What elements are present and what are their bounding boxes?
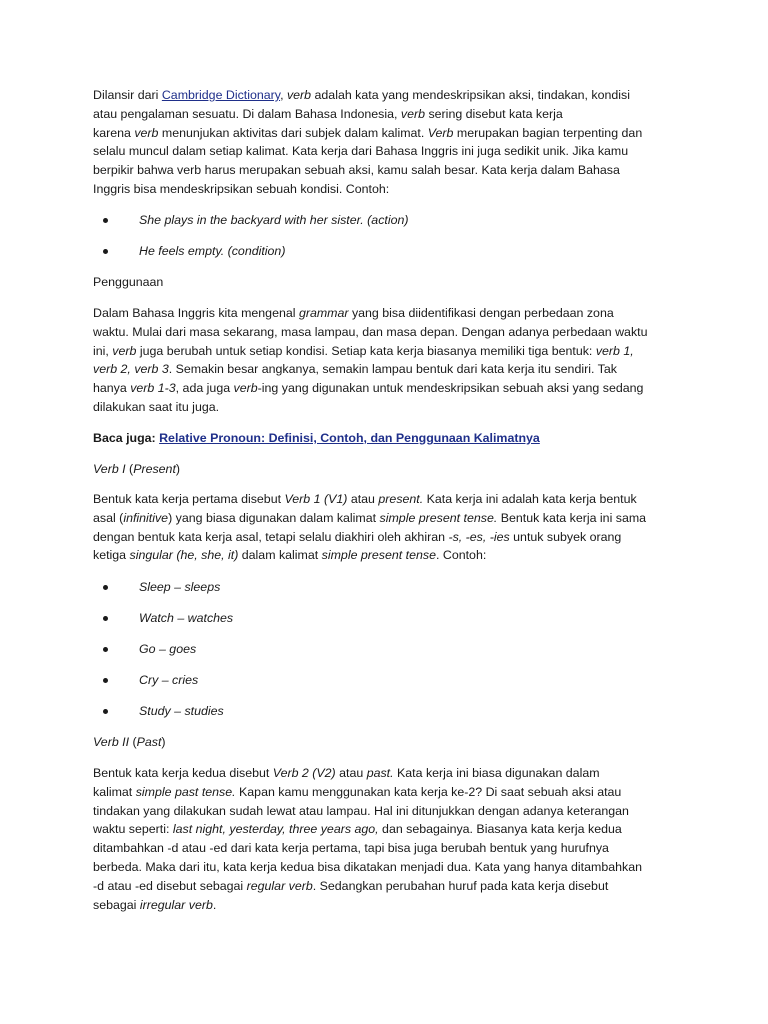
example-text: She plays in the backyard with her sister. (action) bbox=[139, 213, 409, 227]
text: . bbox=[212, 897, 217, 912]
text: ) yang biasa digunakan dalam kalimat bbox=[168, 510, 380, 525]
text: selalu muncul dalam setiap kalimat. Kata kerja dari Bahasa Inggris ini juga sedikit unik. Jika kamu bbox=[93, 144, 629, 159]
text: Inggris bisa mendeskripsikan sebuah kondisi. Contoh: bbox=[93, 181, 390, 196]
text: adalah kata yang mendeskripsikan aksi, tindakan, kondisi bbox=[311, 88, 630, 102]
list-item bbox=[111, 578, 220, 596]
text: Bentuk kata kerja pertama disebut bbox=[93, 492, 285, 506]
text: waktu seperti: bbox=[93, 822, 173, 837]
verb1-paragraph bbox=[93, 490, 683, 565]
text: Kapan kamu menggunakan kata kerja ke-2? Di saat sebuah aksi atau bbox=[235, 784, 622, 799]
text: Verb I bbox=[93, 462, 126, 476]
text: . Contoh: bbox=[436, 548, 487, 563]
bullet-icon bbox=[103, 585, 108, 590]
text: verb bbox=[286, 88, 312, 102]
text: simple present tense bbox=[321, 548, 436, 563]
text: -ing yang digunakan untuk mendeskripsikan sebuah aksi yang sedang bbox=[257, 381, 644, 396]
text: dilakukan saat itu juga. bbox=[93, 399, 220, 414]
section-heading-verb-2 bbox=[93, 733, 166, 751]
text: ( bbox=[125, 462, 134, 476]
text: yang bisa diidentifikasi dengan perbedaan zona bbox=[348, 306, 614, 320]
text: atau pengalaman sesuatu. Di dalam Bahasa Indonesia, bbox=[93, 106, 401, 121]
text: menunjukan aktivitas dari subjek dalam kalimat. bbox=[158, 125, 428, 140]
text: ) bbox=[161, 735, 166, 749]
verb-example: Cry – cries bbox=[139, 673, 199, 687]
text: atau bbox=[347, 492, 379, 506]
bullet-icon bbox=[103, 218, 108, 223]
text: untuk subyek orang bbox=[509, 529, 622, 544]
cambridge-dictionary-link[interactable]: Cambridge Dictionary bbox=[161, 88, 281, 102]
text: asal ( bbox=[93, 510, 124, 525]
text: simple past tense. bbox=[135, 784, 236, 799]
text: ( bbox=[129, 735, 137, 749]
text: Past bbox=[136, 735, 162, 749]
text: Verb bbox=[427, 125, 454, 140]
text: Present bbox=[133, 462, 176, 476]
text: Bentuk kata kerja kedua disebut bbox=[93, 766, 273, 780]
text: sebagai bbox=[93, 897, 140, 912]
text: dalam kalimat bbox=[238, 548, 322, 563]
text: ini, bbox=[93, 343, 113, 358]
text: verb bbox=[233, 381, 258, 396]
text: Bentuk kata kerja ini sama bbox=[497, 510, 647, 525]
bullet-icon bbox=[103, 678, 108, 683]
list-item bbox=[111, 609, 233, 627]
text: verb 2, verb 3 bbox=[93, 362, 169, 377]
list-item bbox=[111, 702, 224, 720]
text: Dilansir dari bbox=[93, 88, 162, 102]
text: sering disebut kata kerja bbox=[425, 106, 563, 121]
text: verb 1, bbox=[595, 343, 634, 358]
text: , ada juga bbox=[175, 381, 234, 396]
text: tindakan yang dilakukan sudah lewat atau lampau. Hal ini ditunjukkan dengan adanya keterangan bbox=[93, 803, 629, 818]
text: -d atau -ed disebut sebagai bbox=[93, 878, 247, 893]
list-item bbox=[111, 671, 198, 689]
text: present. bbox=[378, 492, 424, 506]
section-heading-penggunaan: Penggunaan bbox=[93, 275, 164, 289]
list-item bbox=[111, 640, 196, 658]
text: -s, -es, -ies bbox=[448, 529, 510, 544]
text: hanya bbox=[93, 381, 131, 396]
text: last night, yesterday, three years ago, bbox=[172, 822, 379, 837]
bullet-icon bbox=[103, 647, 108, 652]
text: dengan bentuk kata kerja asal, tetapi selalu diakhiri oleh akhiran bbox=[93, 529, 449, 544]
text: berpikir bahwa verb harus merupakan sebuah aksi, kamu salah besar. Kata kerja dalam Bahasa bbox=[93, 163, 620, 178]
related-article-link[interactable]: Relative Pronoun: Definisi, Contoh, dan Penggunaan Kalimatnya bbox=[159, 431, 540, 445]
baca-juga bbox=[93, 429, 540, 447]
text: . Sedangkan perubahan huruf pada kata kerja disebut bbox=[312, 878, 609, 893]
section-heading-verb-1 bbox=[93, 460, 180, 478]
verb-example: Watch – watches bbox=[139, 611, 234, 625]
bullet-icon bbox=[103, 616, 108, 621]
list-item bbox=[111, 242, 285, 260]
bullet-icon bbox=[103, 709, 108, 714]
verb-example: Go – goes bbox=[139, 642, 197, 656]
text: dan sebagainya. Biasanya kata kerja kedua bbox=[378, 822, 622, 837]
verb-example: Study – studies bbox=[139, 704, 224, 718]
text: Dalam Bahasa Inggris kita mengenal bbox=[93, 306, 299, 320]
verb2-paragraph bbox=[93, 764, 683, 914]
text: grammar bbox=[298, 306, 349, 320]
text: kalimat bbox=[93, 784, 136, 799]
text: atau bbox=[335, 766, 367, 780]
verb-example: Sleep – sleeps bbox=[139, 580, 221, 594]
text: verb bbox=[400, 106, 426, 121]
text: infinitive bbox=[123, 510, 169, 525]
text: verb bbox=[134, 125, 159, 140]
text: , bbox=[280, 88, 287, 102]
text: verb bbox=[112, 343, 137, 358]
text: verb 1-3 bbox=[130, 381, 176, 396]
text: ditambahkan -d atau -ed dari kata kerja pertama, tapi bisa juga berubah bentuk yang hurufnya bbox=[93, 841, 609, 856]
intro-paragraph bbox=[93, 86, 683, 199]
penggunaan-paragraph bbox=[93, 304, 683, 417]
text: merupakan bagian terpenting dan bbox=[453, 125, 643, 140]
text: ketiga bbox=[93, 548, 130, 563]
text: singular (he, she, it) bbox=[129, 548, 239, 563]
text: waktu. Mulai dari masa sekarang, masa lampau, dan masa depan. Dengan adanya perbedaan waktu bbox=[93, 324, 648, 339]
text: Verb 1 (V1) bbox=[284, 492, 348, 506]
baca-juga-label: Baca juga: bbox=[93, 431, 160, 445]
text: Verb 2 (V2) bbox=[272, 766, 336, 780]
list-item bbox=[111, 211, 409, 229]
example-text: He feels empty. (condition) bbox=[139, 244, 286, 258]
text: Verb II bbox=[93, 735, 130, 749]
text: ) bbox=[175, 462, 181, 476]
text: Kata kerja ini biasa digunakan dalam bbox=[393, 766, 600, 780]
text: karena bbox=[93, 125, 135, 140]
bullet-icon bbox=[103, 249, 108, 254]
text: simple present tense. bbox=[379, 510, 498, 525]
text: regular verb bbox=[246, 878, 313, 893]
text: berbeda. Maka dari itu, kata kerja kedua bisa dikatakan menjadi dua. Kata yang hanya ditambahkan bbox=[93, 859, 642, 874]
text: . Semakin besar angkanya, semakin lampau bentuk dari kata kerja itu sendiri. Tak bbox=[168, 362, 617, 377]
text: Kata kerja ini adalah kata kerja bentuk bbox=[423, 492, 637, 506]
text: juga berubah untuk setiap kondisi. Setiap kata kerja biasanya memiliki tiga bentuk: bbox=[136, 343, 596, 358]
text: irregular verb bbox=[139, 897, 213, 912]
text: past. bbox=[366, 766, 394, 780]
